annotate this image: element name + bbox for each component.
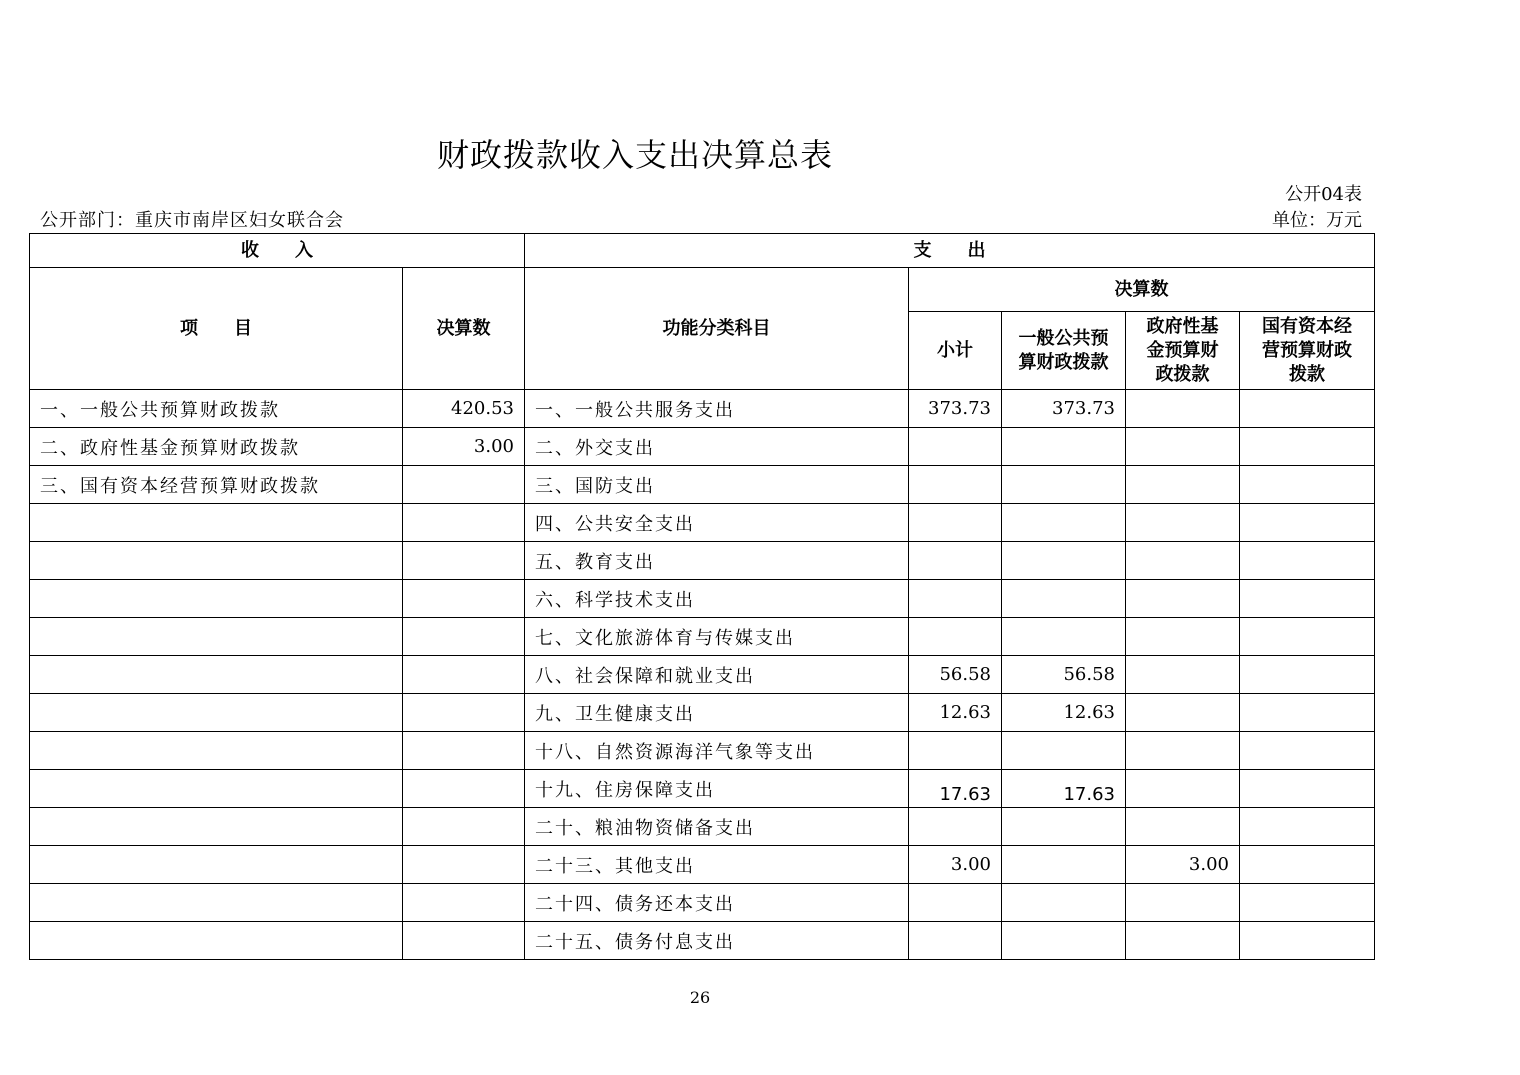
table-row: [30, 732, 1375, 770]
income-item-cell: [30, 542, 403, 580]
general-budget-cell: 56.58: [1002, 656, 1126, 694]
col-item-header: 项 目: [30, 268, 403, 390]
income-item-cell: 一、一般公共预算财政拨款: [30, 390, 403, 428]
fund-budget-cell: 3.00: [1126, 846, 1240, 884]
state-capital-cell: [1240, 390, 1375, 428]
state-capital-cell: [1240, 618, 1375, 656]
general-budget-cell: [1002, 732, 1126, 770]
subtotal-cell: [909, 580, 1002, 618]
income-item-cell: [30, 656, 403, 694]
subtotal-cell: [909, 618, 1002, 656]
state-capital-cell: [1240, 504, 1375, 542]
income-item-cell: [30, 580, 403, 618]
income-amount-cell: [403, 466, 525, 504]
table-row: [30, 922, 1375, 960]
col-subtotal-header: 小计: [909, 312, 1002, 390]
col-general-header: 一般公共预算财政拨款: [1002, 312, 1126, 390]
income-amount-cell: [403, 732, 525, 770]
subtotal-cell: [909, 466, 1002, 504]
col-amount-header: 决算数: [403, 268, 525, 390]
fund-budget-cell: [1126, 770, 1240, 808]
state-capital-cell: [1240, 884, 1375, 922]
general-budget-cell: [1002, 466, 1126, 504]
income-amount-cell: [403, 542, 525, 580]
category-cell: 二十、粮油物资储备支出: [525, 808, 909, 846]
income-amount-cell: [403, 846, 525, 884]
category-cell: 二十四、债务还本支出: [525, 884, 909, 922]
table-row: [30, 884, 1375, 922]
state-capital-cell: [1240, 466, 1375, 504]
subtotal-cell: [909, 428, 1002, 466]
page-title: 财政拨款收入支出决算总表: [436, 136, 833, 174]
general-budget-cell: [1002, 618, 1126, 656]
subtotal-cell: [909, 542, 1002, 580]
table-row: [30, 694, 1375, 732]
general-budget-cell: 373.73: [1002, 390, 1126, 428]
state-capital-cell: [1240, 694, 1375, 732]
col-state-header: 国有资本经营预算财政拨款: [1240, 312, 1375, 390]
general-budget-cell: [1002, 580, 1126, 618]
category-cell: 八、社会保障和就业支出: [525, 656, 909, 694]
budget-table: [29, 233, 1375, 960]
fund-budget-cell: [1126, 656, 1240, 694]
fund-budget-cell: [1126, 466, 1240, 504]
table-row: [30, 390, 1375, 428]
category-cell: 六、科学技术支出: [525, 580, 909, 618]
table-row: [30, 580, 1375, 618]
state-capital-cell: [1240, 428, 1375, 466]
fund-budget-cell: [1126, 580, 1240, 618]
state-capital-cell: [1240, 732, 1375, 770]
state-capital-cell: [1240, 846, 1375, 884]
income-amount-cell: [403, 656, 525, 694]
subtotal-cell: [909, 884, 1002, 922]
fund-budget-cell: [1126, 390, 1240, 428]
fund-budget-cell: [1126, 732, 1240, 770]
category-cell: 七、文化旅游体育与传媒支出: [525, 618, 909, 656]
table-row: [30, 466, 1375, 504]
fund-budget-cell: [1126, 504, 1240, 542]
state-capital-cell: [1240, 656, 1375, 694]
income-item-cell: [30, 694, 403, 732]
fund-budget-cell: [1126, 922, 1240, 960]
unit-label: 单位：万元: [1272, 210, 1362, 231]
income-item-cell: 二、政府性基金预算财政拨款: [30, 428, 403, 466]
subtotal-cell: [909, 732, 1002, 770]
category-cell: 十九、住房保障支出: [525, 770, 909, 808]
col-final-header: 决算数: [909, 268, 1375, 312]
category-cell: 二、外交支出: [525, 428, 909, 466]
general-budget-cell: [1002, 808, 1126, 846]
category-cell: 三、国防支出: [525, 466, 909, 504]
income-item-cell: [30, 884, 403, 922]
income-item-cell: 三、国有资本经营预算财政拨款: [30, 466, 403, 504]
col-category-header: 功能分类科目: [525, 268, 909, 390]
fund-budget-cell: [1126, 618, 1240, 656]
income-item-cell: [30, 808, 403, 846]
income-amount-cell: [403, 884, 525, 922]
income-amount-cell: [403, 504, 525, 542]
department-label: 公开部门：重庆市南岸区妇女联合会: [40, 210, 344, 231]
state-capital-cell: [1240, 542, 1375, 580]
fund-budget-cell: [1126, 542, 1240, 580]
general-budget-cell: [1002, 922, 1126, 960]
subtotal-cell: 17.63: [909, 770, 1002, 808]
income-item-cell: [30, 732, 403, 770]
category-cell: 九、卫生健康支出: [525, 694, 909, 732]
general-budget-cell: [1002, 846, 1126, 884]
subtotal-cell: 12.63: [909, 694, 1002, 732]
subtotal-cell: 373.73: [909, 390, 1002, 428]
fund-budget-cell: [1126, 808, 1240, 846]
income-amount-cell: [403, 694, 525, 732]
table-body: [30, 390, 1375, 960]
fund-budget-cell: [1126, 694, 1240, 732]
subtotal-cell: [909, 922, 1002, 960]
income-amount-cell: [403, 808, 525, 846]
table-row: [30, 656, 1375, 694]
category-cell: 十八、自然资源海洋气象等支出: [525, 732, 909, 770]
income-item-cell: [30, 846, 403, 884]
general-budget-cell: 12.63: [1002, 694, 1126, 732]
general-budget-cell: [1002, 428, 1126, 466]
income-amount-cell: [403, 770, 525, 808]
subtotal-cell: [909, 504, 1002, 542]
income-item-cell: [30, 618, 403, 656]
table-row: [30, 808, 1375, 846]
income-amount-cell: 420.53: [403, 390, 525, 428]
page-number: 26: [689, 988, 711, 1007]
category-cell: 四、公共安全支出: [525, 504, 909, 542]
category-cell: 一、一般公共服务支出: [525, 390, 909, 428]
income-amount-cell: 3.00: [403, 428, 525, 466]
income-item-cell: [30, 504, 403, 542]
category-cell: 五、教育支出: [525, 542, 909, 580]
category-cell: 二十五、债务付息支出: [525, 922, 909, 960]
table-row: [30, 618, 1375, 656]
table-row: [30, 846, 1375, 884]
state-capital-cell: [1240, 808, 1375, 846]
subtotal-cell: 3.00: [909, 846, 1002, 884]
table-row: [30, 504, 1375, 542]
state-capital-cell: [1240, 770, 1375, 808]
state-capital-cell: [1240, 922, 1375, 960]
table-row: [30, 428, 1375, 466]
income-header: 收 入: [30, 234, 525, 268]
income-amount-cell: [403, 922, 525, 960]
income-amount-cell: [403, 580, 525, 618]
subtotal-cell: 56.58: [909, 656, 1002, 694]
table-row: [30, 770, 1375, 808]
expense-header: 支 出: [525, 234, 1375, 268]
state-capital-cell: [1240, 580, 1375, 618]
col-fund-header: 政府性基金预算财政拨款: [1126, 312, 1240, 390]
general-budget-cell: [1002, 542, 1126, 580]
general-budget-cell: [1002, 504, 1126, 542]
category-cell: 二十三、其他支出: [525, 846, 909, 884]
subtotal-cell: [909, 808, 1002, 846]
income-amount-cell: [403, 618, 525, 656]
income-item-cell: [30, 770, 403, 808]
fund-budget-cell: [1126, 428, 1240, 466]
fund-budget-cell: [1126, 884, 1240, 922]
general-budget-cell: [1002, 884, 1126, 922]
form-number: 公开04表: [1285, 184, 1362, 205]
general-budget-cell: 17.63: [1002, 770, 1126, 808]
table-row: [30, 542, 1375, 580]
income-item-cell: [30, 922, 403, 960]
